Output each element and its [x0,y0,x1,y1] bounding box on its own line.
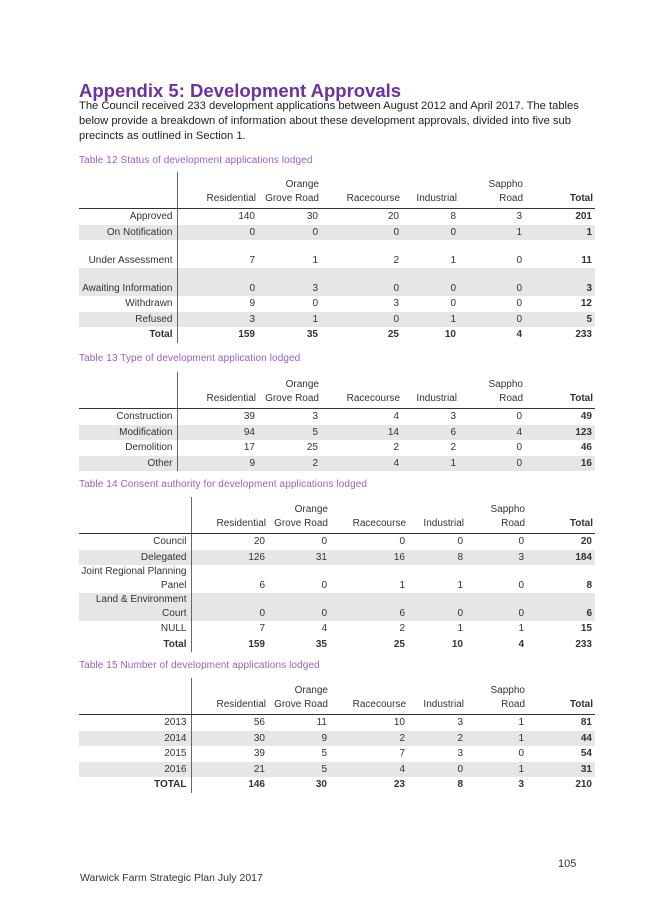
cell: 2 [393,255,399,266]
header-residential: Residential [177,192,258,209]
table-row [79,440,595,456]
table-row [79,209,595,225]
table-total-row [79,327,595,343]
cell: 5 [321,748,327,759]
row-label: 2016 [79,762,191,778]
cell: 6 [259,580,265,591]
cell: 39 [253,748,265,759]
cell: 3 [450,411,456,422]
table-15-caption: Table 15 Number of development applications lodged [79,660,320,671]
cell: 0 [268,593,330,621]
row-label: 2013 [79,715,191,731]
header-racecourse: Racecourse [330,517,408,534]
table-row [79,312,595,328]
row-label: TOTAL [79,777,191,793]
row-label: Approved [79,209,177,225]
cell: 1 [466,731,527,747]
cell: 7 [249,255,255,266]
cell: 0 [450,298,456,309]
header-orange: Orange [285,179,319,190]
cell: 21 [191,762,268,778]
cell-total: 184 [527,550,595,566]
cell: 0 [402,225,459,241]
cell: 146 [248,779,265,790]
table-row [79,731,595,747]
cell: 0 [457,536,463,547]
cell: 1 [518,717,524,728]
cell-total: 6 [527,593,595,621]
cell: 30 [306,211,318,222]
row-label: Under Assessment [79,240,177,268]
page-title: Appendix 5: Development Approvals [79,80,402,101]
cell: 16 [330,550,408,566]
cell: 1 [459,225,525,241]
table-row [79,296,595,312]
footer-text: Warwick Farm Strategic Plan July 2017 [80,872,263,884]
header-orange: Orange [294,685,328,696]
cell-total: 46 [580,442,592,453]
cell: 0 [518,748,524,759]
table-row [79,550,595,566]
cell: 126 [191,550,268,566]
cell: 4 [459,425,525,441]
cell: 1 [466,762,527,778]
header-industrial: Industrial [402,392,459,409]
cell: 0 [518,536,524,547]
row-label: Land & Environment Court [79,593,191,621]
cell: 31 [268,550,330,566]
cell: 3 [457,717,463,728]
cell: 0 [399,536,405,547]
cell: 1 [457,623,463,634]
header-total: Total [527,698,595,715]
cell: 35 [306,329,318,340]
cell: 6 [330,593,408,621]
cell: 8 [457,779,463,790]
header-grove-road: Grove Road [268,698,330,715]
cell-total: 201 [575,211,592,222]
cell: 0 [408,762,466,778]
table-row [79,268,595,296]
cell: 2 [393,442,399,453]
header-total: Total [525,392,595,409]
cell-total: 16 [525,456,595,472]
cell: 4 [321,623,327,634]
cell-total: 5 [525,312,595,328]
table-row [79,409,595,425]
cell: 1 [450,255,456,266]
table-row [79,715,595,731]
table-row [79,225,595,241]
cell: 5 [268,762,330,778]
table-13-caption: Table 13 Type of development application lodged [79,353,301,364]
table-row [79,746,595,762]
header-sappho: Sappho [490,504,525,515]
header-industrial: Industrial [408,698,466,715]
cell: 25 [387,329,399,340]
cell: 7 [259,623,265,634]
header-grove-road: Grove Road [258,192,321,209]
cell-total: 20 [580,536,592,547]
cell-total: 8 [586,580,592,591]
header-residential: Residential [191,698,268,715]
cell: 11 [316,717,327,728]
cell: 0 [258,225,321,241]
cell: 23 [393,779,405,790]
row-label: Total [79,637,191,653]
cell: 25 [393,638,405,650]
row-label: Joint Regional Planning Panel [79,565,191,593]
cell: 17 [243,442,255,453]
table-15 [79,678,595,793]
cell: 1 [402,312,459,328]
cell: 20 [253,536,265,547]
row-label: Delegated [79,550,191,566]
cell: 0 [312,298,318,309]
cell: 2 [330,731,408,747]
row-label: NULL [79,621,191,637]
cell: 5 [258,425,321,441]
cell: 39 [243,411,255,422]
cell: 10 [393,717,405,728]
cell: 0 [321,268,402,296]
row-label: Withdrawn [79,296,177,312]
header-racecourse: Racecourse [321,192,402,209]
header-industrial: Industrial [402,192,459,209]
cell: 4 [393,411,399,422]
cell: 10 [451,638,463,650]
header-total: Total [527,517,595,534]
cell: 1 [399,580,405,591]
table-row [79,456,595,472]
cell: 14 [321,425,402,441]
cell-total: 49 [580,411,592,422]
row-label: Modification [79,425,177,441]
cell: 3 [518,779,524,790]
table-row [79,425,595,441]
header-residential: Residential [191,517,268,534]
cell: 8 [408,550,466,566]
cell: 0 [459,312,525,328]
cell-total: 12 [580,298,592,309]
header-sappho: Sappho [488,179,523,190]
cell: 0 [516,255,522,266]
cell: 0 [516,411,522,422]
cell: 4 [321,456,402,472]
cell: 4 [330,762,408,778]
cell: 4 [518,638,524,650]
cell: 3 [457,748,463,759]
table-total-row [79,637,595,653]
row-label: Awaiting Information [79,268,177,296]
cell: 0 [402,268,459,296]
cell: 9 [177,456,258,472]
table-row [79,565,595,593]
cell: 0 [459,456,525,472]
cell: 1 [312,255,318,266]
table-14 [79,497,595,652]
header-sappho: Sappho [488,379,523,390]
cell-total: 11 [581,255,592,266]
cell: 8 [450,211,456,222]
table-total-row [79,777,595,793]
cell: 159 [238,329,255,340]
row-label: 2015 [79,746,191,762]
header-sappho: Sappho [490,685,525,696]
cell: 3 [466,550,527,566]
header-residential: Residential [177,392,258,409]
intro-paragraph: The Council received 233 development applications between August 2012 and April 2017. The tables below provide a breakdown of information about these development approvals, divided into five sub precincts as outlined in Section 1. [79,100,579,142]
cell: 140 [238,211,255,222]
table-14-caption: Table 14 Consent authority for development applications lodged [79,479,368,490]
cell: 3 [258,268,321,296]
header-road: Road [459,392,525,409]
cell: 3 [177,312,258,328]
cell: 9 [268,731,330,747]
cell-total: 31 [527,762,595,778]
cell-total: 233 [575,329,592,340]
cell-total: 3 [525,268,595,296]
header-grove-road: Grove Road [268,517,330,534]
cell: 159 [248,638,265,650]
cell: 2 [399,623,405,634]
table-row [79,593,595,621]
page-number: 105 [558,858,577,870]
row-label: Construction [79,409,177,425]
cell: 20 [387,211,399,222]
cell: 2 [450,442,456,453]
row-label: 2014 [79,731,191,747]
cell: 1 [457,580,463,591]
cell: 3 [312,411,318,422]
cell-total: 81 [580,717,592,728]
cell: 0 [321,536,327,547]
cell: 0 [466,593,527,621]
cell-total: 15 [580,623,592,634]
header-total: Total [525,192,595,209]
cell-total: 54 [580,748,592,759]
cell: 94 [177,425,258,441]
table-row [79,621,595,637]
cell-total: 123 [525,425,595,441]
header-road: Road [466,698,527,715]
cell: 0 [518,580,524,591]
cell: 0 [177,268,258,296]
cell: 7 [399,748,405,759]
table-row [79,240,595,268]
row-label: Other [79,456,177,472]
cell: 6 [402,425,459,441]
header-road: Road [466,517,527,534]
cell: 3 [393,298,399,309]
header-grove-road: Grove Road [258,392,321,409]
header-racecourse: Racecourse [321,392,402,409]
header-orange: Orange [294,504,328,515]
cell: 30 [315,779,327,790]
header-road: Road [459,192,525,209]
table-row [79,762,595,778]
cell: 2 [258,456,321,472]
table-row [79,534,595,550]
cell: 4 [516,329,522,340]
header-orange: Orange [285,379,319,390]
row-label: On Notification [79,225,177,241]
row-label: Refused [79,312,177,328]
table-13 [79,372,595,471]
table-12 [79,172,595,343]
cell-total: 1 [525,225,595,241]
row-label: Demolition [79,440,177,456]
cell: 25 [306,442,318,453]
table-12-caption: Table 12 Status of development applications lodged [79,155,313,166]
cell: 0 [516,298,522,309]
cell: 0 [321,580,327,591]
header-industrial: Industrial [408,517,466,534]
cell: 1 [402,456,459,472]
cell: 0 [191,593,268,621]
cell: 0 [177,225,258,241]
row-label: Total [79,327,177,343]
row-label: Council [79,534,191,550]
cell: 0 [516,442,522,453]
cell: 0 [321,312,402,328]
cell: 35 [315,638,327,650]
cell-total: 233 [575,638,592,650]
cell: 0 [408,593,466,621]
cell: 56 [253,717,265,728]
cell: 1 [258,312,321,328]
cell: 9 [249,298,255,309]
cell: 0 [321,225,402,241]
cell-total: 44 [527,731,595,747]
cell: 10 [444,329,456,340]
cell: 30 [191,731,268,747]
cell: 2 [408,731,466,747]
cell: 0 [459,268,525,296]
cell-total: 210 [575,779,592,790]
cell: 3 [516,211,522,222]
cell: 1 [518,623,524,634]
header-racecourse: Racecourse [330,698,408,715]
